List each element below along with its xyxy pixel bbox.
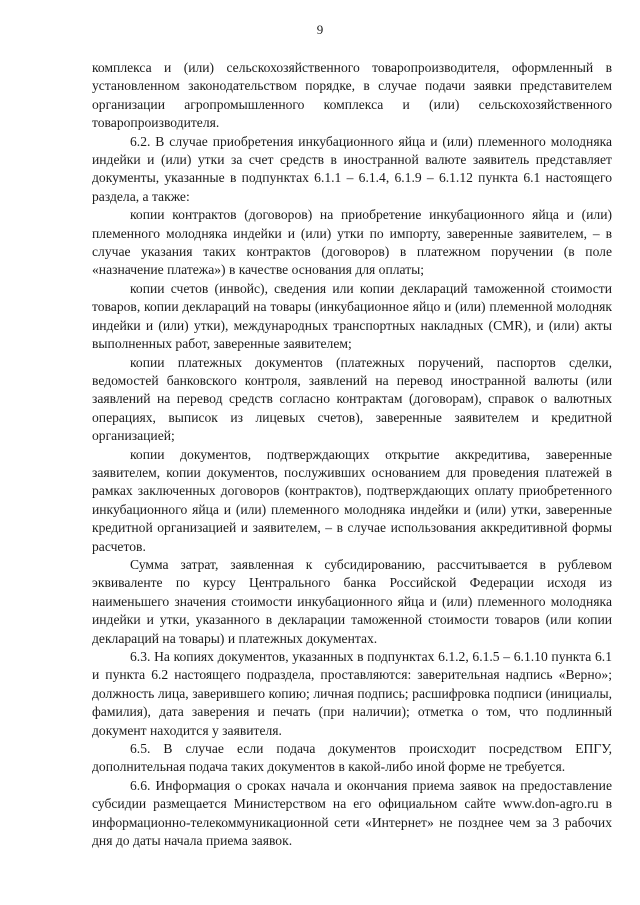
page-number: 9 — [316, 22, 324, 37]
paragraph-letter-of-credit: копии документов, подтверждающих открытие аккредитива, заверенные заявителем, копии документов, послуживших основанием для проведения платежей в рамках заключенных договоров (контрактов), подтверждающих оплату приобретенного инкубационного яйца и (или) племенного молодняка индейки и (или) утки, заверенные кредитной организацией и заявителем, – в случае использования аккредитивной формы расчетов. — [92, 446, 612, 554]
paragraph-6-3: 6.3. На копиях документов, указанных в подпунктах 6.1.2, 6.1.5 – 6.1.10 пункта 6.1 и пункта 6.2 настоящего подраздела, проставляются: заверительная надпись «Верно»; должность лица, заверившего копию; личная подпись; расшифровка подписи (инициалы, фамилия), дата заверения и печать (при наличии); отметка о том, что подлинный документ находится у заявителя. — [92, 649, 612, 738]
paragraph-6-5: 6.5. В случае если подача документов происходит посредством ЕПГУ, дополнительная подача таких документов в какой-либо иной форме не требуется. — [92, 741, 612, 775]
document-body — [92, 59, 612, 850]
paragraph-continuation: комплекса и (или) сельскохозяйственного товаропроизводителя, оформленный в установленном законодательством порядке, в случае подачи заявки представителем организации агропромышленного комплекса и (или) сельскохозяйственного товаропроизводителя. — [92, 60, 612, 131]
paragraph-payment-documents: копии платежных документов (платежных поручений, паспортов сделки, ведомостей банковского контроля, заявлений на перевод иностранной валюты (или заявлений на перевод средств согласно контрактам (договорам), справок о валютных операциях, выписок из лицевых счетов), заверенные заявителем и кредитной организацией; — [92, 354, 612, 444]
paragraph-cost-amount: Сумма затрат, заявленная к субсидированию, рассчитывается в рублевом эквиваленте по курсу Центрального банка Российской Федерации исходя из наименьшего значения стоимости инкубационного яйца и (или) племенного молодняка индейки и утки, указанного в декларации таможенной стоимости товаров (или копии деклараций на товары) и платежных документах. — [92, 556, 612, 646]
paragraph-contract-copies: копии контрактов (договоров) на приобретение инкубационного яйца и (или) племенного молодняка индейки и (или) утки по импорту, заверенные заявителем, – в случае указания таких контрактов (договоров) в платежном поручении (в поле «назначение платежа») в качестве основания для оплаты; — [92, 207, 612, 278]
paragraph-invoice-copies: копии счетов (инвойс), сведения или копии деклараций таможенной стоимости товаров, копии деклараций на товары (инкубационное яйцо и (или) племенной молодняк индейки и (или) утки), международных транспортных накладных (CMR), и (или) акты выполненных работ, заверенные заявителем; — [92, 280, 612, 352]
paragraph-6-2: 6.2. В случае приобретения инкубационного яйца и (или) племенного молодняка индейки и (или) утки за счет средств в иностранной валюте заявитель представляет документы, указанные в подпунктах 6.1.1 – 6.1.4, 6.1.9 – 6.1.12 пункта 6.1 настоящего раздела, а также: — [92, 133, 612, 204]
paragraph-6-6: 6.6. Информация о сроках начала и окончания приема заявок на предоставление субсидии размещается Министерством на его официальном сайте www.don-agro.ru в информационно-телекоммуникационной сети «Интернет» не позднее чем за 3 рабочих дня до даты начала приема заявок. — [92, 777, 612, 849]
